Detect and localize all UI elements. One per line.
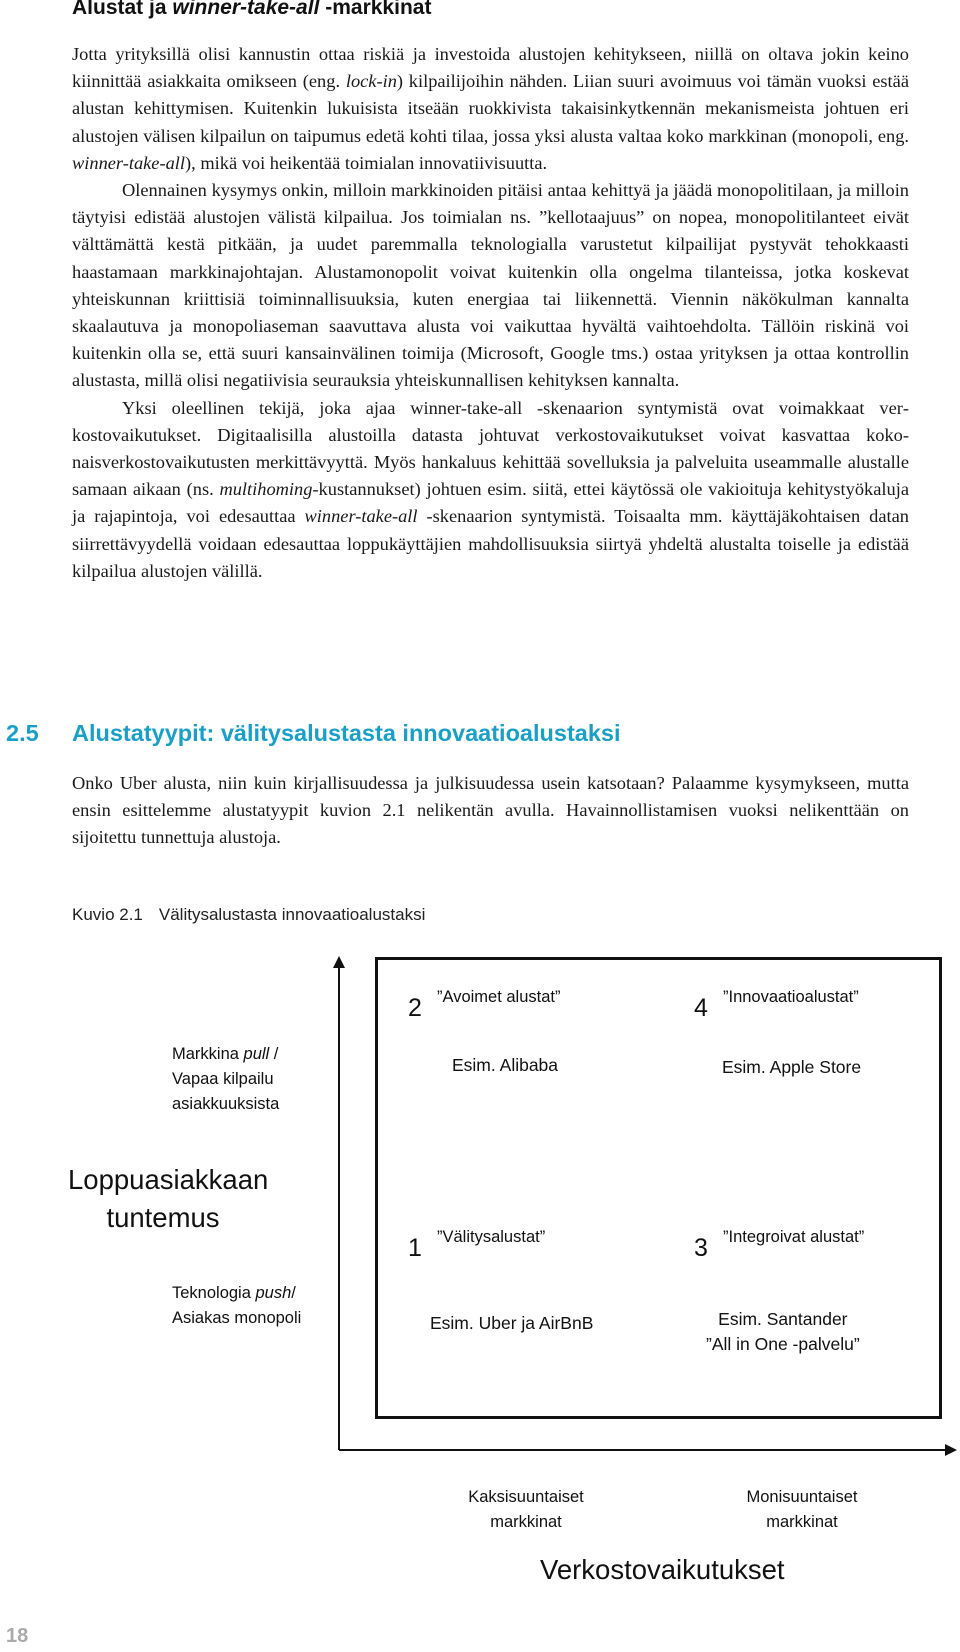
figure-caption-label: Kuvio 2.1: [72, 905, 143, 924]
paragraph-2: Olennainen kysymys onkin, milloin markkinoiden pitäisi antaa kehittyä ja jäädä monopolitilaan, ja milloin täytyisi edistää alustojen välistä kilpailua. Jos toimialan ns. ”kellotaajuus” on nopea, monopolitilanteet eivät välttämättä kestä pitkään, ja uudet paremmalla teknologialla varustetut kilpailijat pystyvät tehokkaasti haastamaan markkinajohtajan. Alustamonopolit voivat kuitenkin olla ongelma tilanteissa, jotka koskevat yhteiskunnan kriittisiä toiminnallisuuksia, kuten energiaa tai liikennettä. Viennin näkökulman kannalta skaalautuva ja monopoliaseman saavuttava alusta voi vaikuttaa hyvältä vaihtoehdolta. Tällöin riskinä voi kuitenkin olla se, että suuri kansainvälinen toimija (Microsoft, Google tms.) ostaa yrityksen ja ottaa kontrollin alustasta, millä olisi negatiivisia seurauksia yhteiskunnallisen kehityksen kannalta.: [72, 180, 909, 391]
quadrant-2-title: ”Avoimet alustat”: [437, 988, 561, 1006]
paragraph-3: Yksi oleellinen tekijä, joka ajaa winner-take-all -skenaarion syntymistä ovat voimakkaat verkostovaikutukset. Digitaalisilla alustoilla datasta johtuvat verkostovaikutukset voivat kasvattaa kokonaisverkostovaikutusten merkittävyyttä. Myös hankaluus kehittää sovelluksia ja palveluita useammalle alustalle samaan aikaan (ns. multihoming-kustannukset) johtuen esim. siitä, ettei käytössä ole vakioituja kehitystyökaluja ja rajapintoja, voi edesauttaa winner-take-all -skenaarion syntymistä. Toisaalta mm. käyttäjäkohtaisen datan siirrettävyydellä voidaan edesauttaa loppukäyttäjien mahdollisuuksia siirtyä yhdeltä alustalta toiselle ja edistää kilpailua alustojen välillä.: [72, 397, 909, 581]
quadrant-3-example-line1: Esim. Santander: [718, 1309, 848, 1329]
quadrant-3-example-line2: ”All in One -palvelu”: [706, 1334, 860, 1354]
subsection-heading-prefix: Alustat ja: [72, 0, 173, 19]
quadrant-3-title: ”Integroivat alustat”: [723, 1228, 865, 1246]
section-intro-paragraph: Onko Uber alusta, niin kuin kirjallisuudessa ja julkisuudessa usein katsotaan? Palaamme kysymykseen, mutta ensin esittelemme alustatyypit kuvion 2.1 nelikentän avulla. Havainnollistamisen vuoksi nelikenttään on sijoitettu tunnettuja alustoja.: [72, 773, 909, 848]
x-axis-title: Verkostovaikutukset: [540, 1554, 785, 1585]
quadrant-4-example: Esim. Apple Store: [722, 1057, 862, 1077]
y-axis-bottom-label: Teknologia push/ Asiakas monopoli: [172, 1284, 302, 1327]
quadrant-3-example: [706, 1307, 860, 1357]
subsection-heading-italic: winner-take-all: [172, 0, 320, 19]
figure-caption: [72, 905, 425, 925]
section-title: Alustatyypit: välitysalustasta innovaatioalustaksi: [72, 720, 621, 746]
x-axis-left-label: Kaksisuuntaiset markkinat: [468, 1488, 584, 1531]
body-text: [72, 41, 909, 585]
quadrant-4-number: 4: [694, 994, 708, 1022]
y-axis-top-label: Markkina pull / Vapaa kilpailu asiakkuuksista: [172, 1045, 280, 1113]
x-axis-right-label: Monisuuntaiset markkinat: [746, 1488, 858, 1531]
subsection-heading: [72, 0, 431, 20]
y-axis-title: Loppuasiakkaan tuntemus: [68, 1164, 269, 1233]
quadrant-1-number: 1: [408, 1234, 422, 1262]
quadrant-3-number: 3: [694, 1234, 708, 1262]
section-number: 2.5: [6, 720, 39, 746]
quadrant-4-title: ”Innovaatioalustat”: [723, 988, 859, 1006]
subsection-heading-suffix: -markkinat: [319, 0, 432, 19]
quadrant-2-example: Esim. Alibaba: [452, 1055, 559, 1075]
quadrant-2-number: 2: [408, 994, 422, 1022]
page-number: 18: [6, 1625, 29, 1647]
figure-caption-title: Välitysalustasta innovaatioalustaksi: [158, 905, 426, 924]
quadrant-1-example: Esim. Uber ja AirBnB: [430, 1313, 594, 1333]
quadrant-1-title: ”Välitysalustat”: [437, 1228, 546, 1246]
paragraph-1: Jotta yrityksillä olisi kannustin ottaa riskiä ja investoida alustojen kehitykseen, niillä on oltava jokin keino kiinnittää asiakkaita omikseen (eng. lock-in) kilpailijoihin nähden. Liian suuri avoimuus voi tämän vuoksi estää alustan kehittymisen. Kuitenkin lukuisista itseään ruokkivista takaisinkytkennän mekanismeista johtuen eri alustojen välisen kilpailun on taipumus edetä kohti tilaa, jossa yksi alusta valtaa koko markkinan (monopoli, eng. winner-take-all), mikä voi heikentää toimialan innovatiivisuutta.: [72, 44, 909, 173]
